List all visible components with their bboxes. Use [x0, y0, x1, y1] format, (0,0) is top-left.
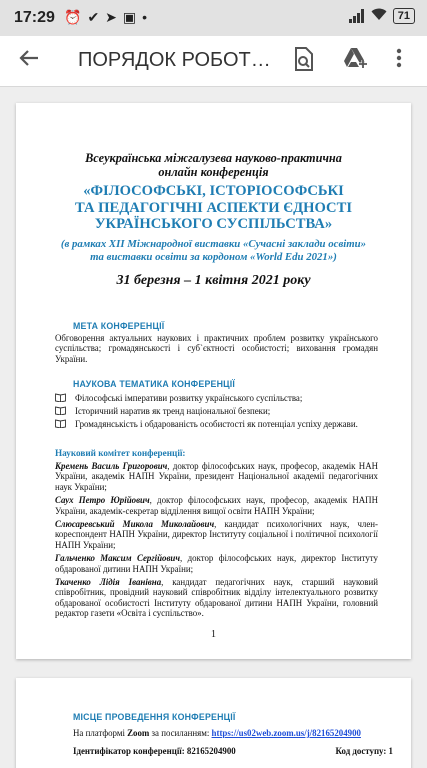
committee-list — [55, 461, 378, 622]
conference-id: Ідентифікатор конференції: 82165204900 — [73, 746, 236, 756]
committee-member — [55, 553, 378, 574]
dot-icon: • — [142, 9, 154, 25]
back-arrow-icon[interactable] — [18, 45, 40, 76]
conference-header — [16, 151, 411, 179]
member-name: Ткаченко Лідія Іванівна — [55, 577, 162, 588]
title-line-2: ТА ПЕДАГОГІЧНІ АСПЕКТИ ЄДНОСТІ — [74, 199, 352, 216]
member-description: , доктор філософських наук, професор, академік НАН України, академік НАПН України, президент Національної академії педагогічних наук України; — [55, 461, 379, 492]
topics-heading: НАУКОВА ТЕМАТИКА КОНФЕРЕНЦІЇ — [73, 379, 236, 389]
topic-label: Громадянськість і обдарованість особистості як потенціал успіху держави. — [75, 418, 358, 429]
topic-item — [55, 404, 395, 417]
document-viewer[interactable] — [0, 87, 427, 768]
document-title: ПОРЯДОК РОБОТ… — [78, 49, 271, 71]
committee-heading: Науковий комітет конференції: — [55, 448, 186, 458]
search-document-icon[interactable] — [293, 46, 319, 74]
topic-label: Філософські імперативи розвитку українського суспільства; — [75, 392, 303, 403]
image-icon: ▣ — [122, 9, 143, 25]
topic-item — [55, 391, 395, 404]
header-line-1: Всеукраїнська міжгалузева науково-практична — [85, 151, 342, 165]
committee-member — [55, 577, 378, 619]
member-name: Слюсаревський Микола Миколайович — [55, 519, 215, 530]
platform-line — [73, 728, 393, 738]
status-bar — [0, 0, 427, 36]
committee-member — [55, 519, 378, 550]
topic-label: Історичний наратив як тренд національної безпеки; — [75, 405, 271, 416]
book-icon — [55, 406, 66, 415]
conference-access-line — [73, 746, 393, 756]
platform-mid: за посиланням: — [149, 728, 212, 738]
member-name: Гальченко Максим Сергійович — [55, 553, 181, 564]
member-description: , доктор філософських наук, директор Інституту обдарованої дитини НАПН України; — [55, 553, 378, 574]
subtitle-line-2: та виставки освіти за кордоном «World Edu 2021») — [90, 250, 337, 263]
topics-list — [55, 391, 395, 430]
subtitle-line-1: (в рамках ХІІ Міжнародної виставки «Сучасні заклади освіти» — [60, 238, 367, 250]
signal-icon — [349, 9, 365, 23]
page-number: 1 — [211, 629, 216, 640]
document-page-1 — [16, 103, 411, 659]
conference-subtitle — [16, 238, 411, 263]
add-to-drive-icon[interactable] — [343, 46, 369, 74]
committee-member — [55, 461, 378, 492]
document-page-2 — [16, 678, 411, 768]
more-vert-icon[interactable] — [396, 46, 408, 74]
book-icon — [55, 419, 66, 428]
zoom-link[interactable]: https://us02web.zoom.us/j/82165204900 — [211, 728, 361, 738]
member-description: , кандидат психологічних наук, член-кореспондент НАПН України, директор Інституту соціальної і політичної психології НАПН України; — [55, 519, 378, 550]
conference-dates: 31 березня – 1 квітня 2021 року — [116, 273, 311, 288]
platform-name: Zoom — [127, 728, 150, 738]
platform-prefix: На платформі — [73, 728, 128, 738]
member-name: Саух Петро Юрійович — [55, 495, 150, 506]
book-icon — [55, 393, 66, 402]
topic-item — [55, 417, 395, 430]
access-code: Код доступу: 1 — [335, 746, 393, 756]
telegram-icon: ➤ — [105, 9, 123, 25]
member-name: Кремень Василь Григорович — [55, 461, 168, 471]
status-time: 17:29 — [14, 9, 55, 26]
title-line-1: «ФІЛОСОФСЬКІ, ІСТОРІОСОФСЬКІ — [83, 183, 344, 199]
member-description: , кандидат педагогічних наук, старший науковий співробітник, провідний науковий співробітник відділу інтелектуального розвитку обдарованої особистості Інституту обдарованої дитини НАПН України, головний редактор газети «Освіта і суспільство». — [55, 577, 378, 619]
check-icon: ✔ — [87, 9, 106, 25]
title-line-3: УКРАЇНСЬКОГО СУСПІЛЬСТВА» — [94, 216, 333, 232]
goal-text: Обговорення актуальних наукових і практичних проблем розвитку українського суспільства; громадянськості і суб`єктності особистості; виховання громадян України. — [55, 333, 378, 364]
app-toolbar — [0, 36, 427, 87]
goal-heading: МЕТА КОНФЕРЕНЦІЇ — [73, 321, 165, 331]
battery-indicator: 71 — [393, 8, 415, 24]
venue-heading: МІСЦЕ ПРОВЕДЕННЯ КОНФЕРЕНЦІЇ — [73, 712, 236, 722]
header-line-2: онлайн конференція — [158, 165, 269, 179]
status-right — [349, 8, 415, 24]
alarm-icon: ⏰ — [64, 9, 88, 25]
member-description: , доктор філософських наук, професор, академік НАПН України, академік-секретар відділення вищої освіти НАПН України; — [55, 495, 379, 516]
committee-member — [55, 495, 378, 516]
conference-title — [16, 183, 411, 233]
notification-icons — [64, 9, 153, 26]
wifi-icon — [371, 8, 387, 24]
